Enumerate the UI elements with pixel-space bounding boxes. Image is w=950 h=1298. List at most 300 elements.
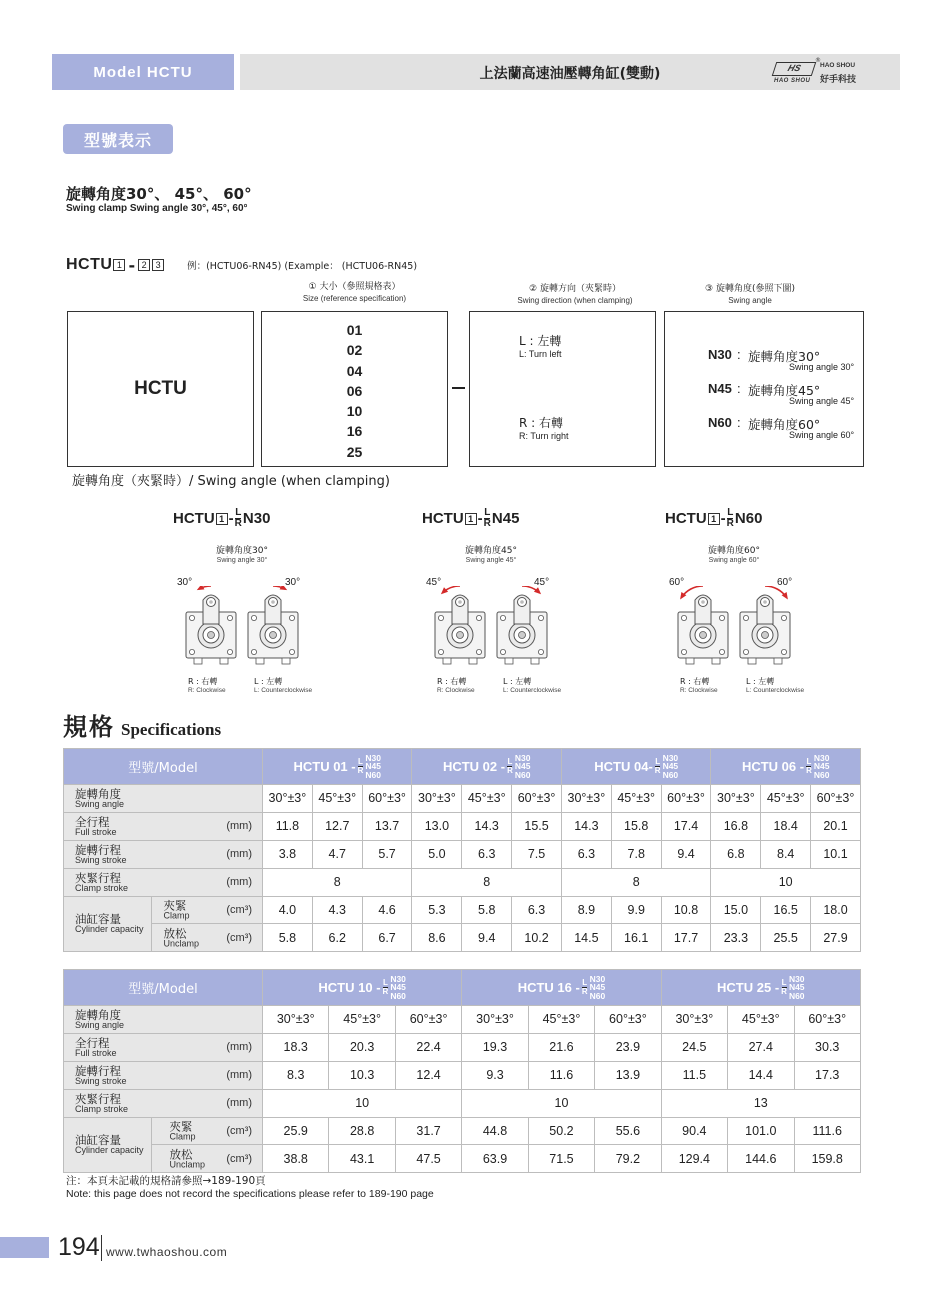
- row-label-cn: 全行程: [75, 814, 110, 829]
- ang-caption-en: Swing angle: [728, 296, 772, 305]
- row-label-en: Full stroke: [75, 826, 117, 837]
- capacity-unclamp-cell: 144.6: [728, 1145, 794, 1173]
- swing-stroke-cell: 11.5: [661, 1061, 727, 1089]
- clamp-stroke-cell: 13: [661, 1089, 860, 1117]
- swing-clamp-drawing: [244, 586, 302, 668]
- model-lr: L R: [357, 757, 364, 775]
- capacity-clamp-cell: 9.9: [611, 896, 661, 924]
- angle-cn: 旋轉角度60°: [748, 417, 821, 432]
- swing-angle-cell: 30°±3°: [412, 785, 462, 813]
- clamp-right-turn: [674, 586, 732, 672]
- diagram-title: [422, 508, 519, 529]
- diagram-subtitle: [182, 546, 302, 566]
- swing-angle-cell: 60°±3°: [395, 1006, 461, 1034]
- capacity-clamp-cell: 101.0: [728, 1117, 794, 1145]
- model-angle-codes: N30 N45 N60: [813, 752, 830, 780]
- capacity-unclamp-cell: 43.1: [329, 1145, 395, 1173]
- capacity-clamp-cell: 6.3: [512, 896, 562, 924]
- swing-angle-cell: 60°±3°: [512, 785, 562, 813]
- capacity-clamp-cell: 16.5: [761, 896, 811, 924]
- capacity-unclamp-cell: 47.5: [395, 1145, 461, 1173]
- full-stroke-cell: 15.5: [512, 812, 562, 840]
- clamp-label: 夾緊 Clamp (cm³): [151, 896, 262, 924]
- row-label-cn: 旋轉角度: [75, 1007, 121, 1022]
- angle-code: N45: [708, 381, 732, 396]
- size-caption-cn: ① 大小（參照規格表）: [308, 282, 401, 292]
- capacity-unclamp-cell: 38.8: [263, 1145, 329, 1173]
- model-angle-codes: N30 N45 N60: [365, 752, 381, 780]
- capacity-unclamp-cell: 14.5: [561, 924, 611, 952]
- model-angle-codes: N30 N45 N60: [514, 752, 531, 780]
- swing-angle-cell: 30°±3°: [462, 1006, 528, 1034]
- dir-caption: [469, 284, 681, 306]
- diagram-sub-en: Swing angle 30°: [216, 557, 268, 564]
- swing-angle-row: [64, 785, 861, 813]
- label-ccw-cn: L : 左轉: [503, 677, 532, 686]
- capacity-unclamp-cell: 8.6: [412, 924, 462, 952]
- swing-title-cn: 旋轉角度30°、 45°、 60°: [66, 185, 252, 203]
- row-label-cn: 旋轉行程: [75, 842, 121, 857]
- capacity-clamp-cell: 25.9: [263, 1117, 329, 1145]
- angle-option-n45: [708, 378, 858, 408]
- diagram-sub-cn: 旋轉角度45°: [465, 546, 517, 556]
- label-ccw-cn: L : 左轉: [746, 677, 775, 686]
- full-stroke-cell: 16.8: [711, 812, 761, 840]
- capacity-clamp-cell: 4.0: [263, 896, 313, 924]
- lr-r: R: [483, 518, 491, 529]
- row-label-en: Clamp stroke: [75, 1103, 129, 1114]
- unit-label: (mm): [226, 848, 252, 861]
- swing-angle-cell: 60°±3°: [794, 1006, 860, 1034]
- capacity-clamp-cell: 44.8: [462, 1117, 528, 1145]
- logo-cn-text: 好手科技: [820, 75, 857, 85]
- diagram-sub-cn: 旋轉角度30°: [216, 546, 268, 556]
- swing-angle-cell: 60°±3°: [362, 785, 412, 813]
- model-header-label: 型號/Model: [64, 749, 263, 785]
- swing-clamp-drawing: [493, 586, 551, 668]
- row-label-en: Full stroke: [75, 1047, 117, 1058]
- swing-stroke-cell: 6.3: [561, 840, 611, 868]
- size-option: 10: [346, 403, 363, 420]
- dir-right: [519, 417, 569, 443]
- model-code: HCTU 02 - L R N30 N45 N60: [442, 752, 531, 780]
- separator-dash: [452, 387, 465, 389]
- swing-angle-cell: 45°±3°: [329, 1006, 395, 1034]
- full-stroke-cell: 20.3: [329, 1033, 395, 1061]
- degree-label-left: 45°: [426, 577, 442, 588]
- clamp-stroke-cell: 10: [263, 1089, 462, 1117]
- dir-right-cn: R : 右轉: [519, 416, 564, 430]
- row-label-cn: 全行程: [75, 1035, 110, 1050]
- clamp-stroke-cell: 8: [561, 868, 710, 896]
- row-label: [64, 1089, 263, 1117]
- label-clockwise-cn: R : 右轉: [188, 677, 218, 686]
- code-box-3: 3: [152, 259, 164, 271]
- label-clockwise: [437, 677, 475, 695]
- angle-box: [664, 311, 864, 467]
- dir-left-cn: L : 左轉: [519, 334, 562, 348]
- model-header-row: [64, 970, 861, 1006]
- capacity-unclamp-cell: 10.2: [512, 924, 562, 952]
- model-code: HCTU 01 - L R N30 N45 N60: [293, 752, 381, 780]
- diagram-size-box: 1: [708, 513, 720, 525]
- model-label: Model HCTU: [52, 54, 234, 90]
- row-label-en: Swing stroke: [75, 1075, 127, 1086]
- ang-caption-cn: ③ 旋轉角度(參照下圖): [705, 284, 795, 294]
- model-header-cell: [462, 970, 661, 1006]
- full-stroke-cell: 23.9: [595, 1033, 661, 1061]
- unit-label: (cm³): [226, 1152, 252, 1165]
- capacity-clamp-cell: 18.0: [811, 896, 861, 924]
- capacity-clamp-cell: 90.4: [661, 1117, 727, 1145]
- model-lr: L R: [581, 978, 588, 996]
- angle-sep: :: [737, 415, 741, 430]
- swing-stroke-cell: 12.4: [395, 1061, 461, 1089]
- swing-angle-cell: 30°±3°: [561, 785, 611, 813]
- capacity-unclamp-cell: 79.2: [595, 1145, 661, 1173]
- full-stroke-cell: 13.0: [412, 812, 462, 840]
- capacity-clamp-cell: 55.6: [595, 1117, 661, 1145]
- degree-label-right: 45°: [534, 577, 550, 588]
- angle-sep: :: [737, 381, 741, 396]
- model-header-cell: [661, 970, 860, 1006]
- model-header-cell: [263, 749, 412, 785]
- unit-label: (mm): [226, 1041, 252, 1054]
- full-stroke-cell: 14.3: [462, 812, 512, 840]
- swing-stroke-cell: 6.8: [711, 840, 761, 868]
- dir-caption-en: Swing direction (when clamping): [517, 296, 633, 305]
- dir-caption-cn: ② 旋轉方向（夾緊時）: [529, 284, 621, 294]
- full-stroke-cell: 13.7: [362, 812, 412, 840]
- clamp-left-turn: [493, 586, 551, 672]
- capacity-unclamp-cell: 23.3: [711, 924, 761, 952]
- page-title: 上法蘭高速油壓轉角缸(雙動): [479, 66, 661, 82]
- logo-en-text: HAO SHOU: [820, 62, 856, 69]
- angle-en: Swing angle 45°: [789, 396, 855, 406]
- model-box: HCTU: [67, 311, 254, 467]
- clamp-stroke-cell: 10: [711, 868, 860, 896]
- unit-label: (mm): [226, 1097, 252, 1110]
- size-option: 25: [346, 443, 363, 460]
- model-code: HCTU 25 - L R N30 N45 N60: [717, 973, 805, 1001]
- capacity-unclamp-cell: 16.1: [611, 924, 661, 952]
- diagram-dash: -: [720, 510, 726, 527]
- model-header-cell: [263, 970, 462, 1006]
- swing-angle-cell: 45°±3°: [312, 785, 362, 813]
- label-clockwise-en: R: Clockwise: [188, 687, 226, 694]
- capacity-unclamp-cell: 9.4: [462, 924, 512, 952]
- website-url: www.twhaoshou.com: [106, 1245, 228, 1259]
- row-label-en: Swing stroke: [75, 854, 127, 865]
- footnote-en: Note: this page does not record the specifications please refer to 189-190 page: [66, 1188, 434, 1200]
- code-format-line: [66, 255, 417, 275]
- model-lr: L R: [654, 757, 661, 775]
- model-angle-codes: N30 N45 N60: [390, 973, 406, 1001]
- size-option: 06: [346, 382, 363, 399]
- lr-r: R: [726, 518, 734, 529]
- footer-divider: [101, 1235, 102, 1261]
- code-example: 例：(HCTU06-RN45) (Example： (HCTU06-RN45): [187, 261, 418, 272]
- swing-stroke-cell: 14.4: [728, 1061, 794, 1089]
- row-label: [64, 840, 263, 868]
- full-stroke-cell: 12.7: [312, 812, 362, 840]
- page-number: 194: [58, 1233, 100, 1261]
- capacity-clamp-cell: 50.2: [528, 1117, 594, 1145]
- ang-caption: [680, 284, 820, 306]
- diagram-prefix: HCTU: [665, 510, 707, 527]
- unit-label: (cm³): [226, 931, 252, 944]
- swing-angle-cell: 45°±3°: [761, 785, 811, 813]
- capacity-clamp-cell: 5.8: [462, 896, 512, 924]
- label-counterclockwise: [503, 677, 561, 695]
- swing-clamp-drawing: [431, 586, 489, 668]
- swing-angle-cell: 30°±3°: [263, 1006, 329, 1034]
- swing-angle-cell: 45°±3°: [462, 785, 512, 813]
- swing-stroke-cell: 4.7: [312, 840, 362, 868]
- row-label-cn: 夾緊行程: [75, 870, 121, 885]
- model-header-row: [64, 749, 861, 785]
- model-code: HCTU 06 - L R N30 N45 N60: [741, 752, 830, 780]
- unit-label: (cm³): [226, 1125, 252, 1137]
- clamp-right-turn: [182, 586, 240, 672]
- swing-angle-cell: 45°±3°: [528, 1006, 594, 1034]
- angle-code: N60: [708, 415, 732, 430]
- angle-option-n30: [708, 344, 858, 374]
- model-lr: L R: [806, 757, 812, 775]
- size-list: [262, 320, 447, 462]
- swing-arrow-head: [534, 587, 541, 594]
- footer-accent-bar: [0, 1237, 49, 1258]
- diagram-code: N60: [734, 510, 763, 527]
- row-label: [64, 785, 263, 813]
- capacity-label: 油缸容量 Cylinder capacity: [64, 1117, 152, 1173]
- diagram-size-box: 1: [216, 513, 228, 525]
- label-ccw-cn: L : 左轉: [254, 677, 283, 686]
- diagram-dash: -: [477, 510, 483, 527]
- model-code: HCTU 04- L R N30 N45 N60: [594, 752, 679, 780]
- swing-title-en: Swing clamp Swing angle 30°, 45°, 60°: [66, 203, 248, 214]
- row-label: [64, 1033, 263, 1061]
- label-ccw-en: L: Counterclockwise: [503, 687, 562, 694]
- diagram-lr: [484, 508, 491, 529]
- clamp-stroke-row: [64, 1089, 861, 1117]
- clamp-left-turn: [244, 586, 302, 672]
- full-stroke-row: [64, 1033, 861, 1061]
- spec-table-1: [63, 748, 861, 952]
- full-stroke-row: [64, 812, 861, 840]
- capacity-clamp-cell: 111.6: [794, 1117, 860, 1145]
- swing-stroke-cell: 7.5: [512, 840, 562, 868]
- diagram-subtitle: [431, 546, 551, 566]
- unit-label: (cm³): [226, 904, 252, 916]
- footnote: [66, 1175, 434, 1201]
- swing-stroke-cell: 13.9: [595, 1061, 661, 1089]
- capacity-unclamp-cell: 71.5: [528, 1145, 594, 1173]
- capacity-clamp-cell: 5.3: [412, 896, 462, 924]
- spec-table-2: [63, 969, 861, 1173]
- degree-label-left: 30°: [177, 577, 193, 588]
- clamp-right-turn: [431, 586, 489, 672]
- swing-angle-cell: 60°±3°: [595, 1006, 661, 1034]
- capacity-clamp-cell: 4.3: [312, 896, 362, 924]
- row-label: [64, 812, 263, 840]
- swing-stroke-cell: 7.8: [611, 840, 661, 868]
- code-dash: -: [128, 255, 136, 275]
- logo-mark: HS: [772, 62, 817, 76]
- model-code: HCTU 10 - L R N30 N45 N60: [318, 973, 406, 1001]
- unit-label: (mm): [226, 1069, 252, 1082]
- size-option: 02: [346, 342, 363, 359]
- section-label: 型號表示: [63, 124, 173, 154]
- unit-label: (mm): [226, 876, 252, 889]
- clamp-left-turn: [736, 586, 794, 672]
- angle-cn: 旋轉角度30°: [748, 349, 821, 364]
- diagram-lr: [235, 508, 242, 529]
- row-label-en: Clamp stroke: [75, 882, 129, 893]
- swing-stroke-cell: 10.3: [329, 1061, 395, 1089]
- angle-code: N30: [708, 347, 732, 362]
- code-box-2: 2: [138, 259, 150, 271]
- spec-heading: [63, 707, 221, 742]
- swing-stroke-cell: 11.6: [528, 1061, 594, 1089]
- model-lr: L R: [507, 757, 513, 775]
- footnote-cn: 注：本頁未記載的規格請參照→189-190頁: [66, 1175, 266, 1187]
- swing-angle-cell: 30°±3°: [263, 785, 313, 813]
- model-angle-codes: N30 N45 N60: [662, 752, 679, 780]
- code-box-1: 1: [113, 259, 125, 271]
- full-stroke-cell: 14.3: [561, 812, 611, 840]
- angle-en: Swing angle 60°: [789, 430, 855, 440]
- capacity-clamp-cell: 31.7: [395, 1117, 461, 1145]
- code-prefix: HCTU: [66, 256, 113, 273]
- capacity-unclamp-row: [64, 1145, 861, 1173]
- model-header-cell: [711, 749, 860, 785]
- size-option: 01: [346, 322, 363, 338]
- diagram-prefix: HCTU: [173, 510, 215, 527]
- lr-l: L: [484, 507, 491, 518]
- label-ccw-en: L: Counterclockwise: [254, 687, 313, 694]
- swing-stroke-cell: 8.4: [761, 840, 811, 868]
- full-stroke-cell: 27.4: [728, 1033, 794, 1061]
- model-angle-codes: N30 N45 N60: [589, 973, 606, 1001]
- label-counterclockwise: [746, 677, 804, 695]
- capacity-unclamp-cell: 63.9: [462, 1145, 528, 1173]
- diagram-prefix: HCTU: [422, 510, 464, 527]
- diagram-title: [665, 508, 762, 529]
- swing-stroke-cell: 17.3: [794, 1061, 860, 1089]
- swing-stroke-cell: 5.0: [412, 840, 462, 868]
- spec-title-cn: 規格: [63, 712, 115, 741]
- capacity-clamp-cell: 10.8: [661, 896, 711, 924]
- swing-stroke-cell: 10.1: [811, 840, 861, 868]
- diagram-subtitle: [674, 546, 794, 566]
- capacity-clamp-cell: 8.9: [561, 896, 611, 924]
- diagram-sub-en: Swing angle 45°: [465, 557, 517, 564]
- capacity-unclamp-cell: 6.7: [362, 924, 412, 952]
- lr-l: L: [235, 507, 242, 518]
- label-clockwise-cn: R : 右轉: [680, 677, 710, 686]
- full-stroke-cell: 18.3: [263, 1033, 329, 1061]
- dir-left-en: L: Turn left: [519, 349, 562, 359]
- row-label-cn: 旋轉行程: [75, 1063, 121, 1078]
- swing-stroke-cell: 6.3: [462, 840, 512, 868]
- capacity-label: 油缸容量 Cylinder capacity: [64, 896, 152, 952]
- angle-option-n60: [708, 412, 858, 442]
- swing-angle-row: [64, 1006, 861, 1034]
- size-option: 16: [346, 423, 363, 440]
- label-clockwise-en: R: Clockwise: [680, 687, 718, 694]
- full-stroke-cell: 20.1: [811, 812, 861, 840]
- swing-stroke-cell: 9.3: [462, 1061, 528, 1089]
- diagram-dash: -: [228, 510, 234, 527]
- model-lr: L R: [382, 978, 389, 996]
- capacity-unclamp-cell: 6.2: [312, 924, 362, 952]
- swing-stroke-cell: 9.4: [661, 840, 711, 868]
- row-label-en: Swing angle: [75, 1019, 125, 1030]
- capacity-clamp-cell: 4.6: [362, 896, 412, 924]
- model-lr: L R: [781, 978, 787, 996]
- swing-stroke-cell: 3.8: [263, 840, 313, 868]
- model-code: HCTU 16 - L R N30 N45 N60: [517, 973, 606, 1001]
- size-option: 04: [346, 362, 363, 379]
- capacity-unclamp-cell: 159.8: [794, 1145, 860, 1173]
- capacity-unclamp-cell: 27.9: [811, 924, 861, 952]
- swing-clamp-drawing: [736, 586, 794, 668]
- full-stroke-cell: 15.8: [611, 812, 661, 840]
- swing-angle-cell: 60°±3°: [811, 785, 861, 813]
- full-stroke-cell: 18.4: [761, 812, 811, 840]
- diagram-sub-cn: 旋轉角度60°: [708, 546, 760, 556]
- row-label: [64, 1061, 263, 1089]
- row-label: [64, 1006, 263, 1034]
- clamp-stroke-cell: 10: [462, 1089, 661, 1117]
- row-label: [64, 868, 263, 896]
- swing-angle-cell: 45°±3°: [728, 1006, 794, 1034]
- full-stroke-cell: 22.4: [395, 1033, 461, 1061]
- capacity-unclamp-cell: 25.5: [761, 924, 811, 952]
- unclamp-label: 放松 Unclamp (cm³): [151, 1145, 262, 1173]
- diagram-lr: [727, 508, 734, 529]
- swing-angle-cell: 30°±3°: [711, 785, 761, 813]
- capacity-clamp-row: [64, 1117, 861, 1145]
- angle-cn: 旋轉角度45°: [748, 383, 821, 398]
- swing-arrow-head: [441, 587, 448, 594]
- swing-angle-cell: 60°±3°: [661, 785, 711, 813]
- capacity-unclamp-cell: 17.7: [661, 924, 711, 952]
- degree-label-right: 30°: [285, 577, 301, 588]
- label-clockwise-cn: R : 右轉: [437, 677, 467, 686]
- clamp-stroke-cell: 8: [412, 868, 561, 896]
- angle-en: Swing angle 30°: [789, 362, 855, 372]
- capacity-clamp-cell: 28.8: [329, 1117, 395, 1145]
- capacity-clamp-row: [64, 896, 861, 924]
- diagram-size-box: 1: [465, 513, 477, 525]
- label-clockwise: [680, 677, 718, 695]
- full-stroke-cell: 21.6: [528, 1033, 594, 1061]
- swing-angle-cell: 45°±3°: [611, 785, 661, 813]
- swing-clamp-drawing: [182, 586, 240, 668]
- haoshou-logo: [774, 59, 862, 85]
- size-caption-en: Size (reference specification): [302, 294, 407, 303]
- swing-stroke-row: [64, 1061, 861, 1089]
- full-stroke-cell: 24.5: [661, 1033, 727, 1061]
- model-header-label: 型號/Model: [64, 970, 263, 1006]
- diagram-sub-en: Swing angle 60°: [708, 557, 760, 564]
- logo-registered: ®: [815, 57, 821, 64]
- full-stroke-cell: 11.8: [263, 812, 313, 840]
- swing-stroke-row: [64, 840, 861, 868]
- diagram-code: N30: [242, 510, 271, 527]
